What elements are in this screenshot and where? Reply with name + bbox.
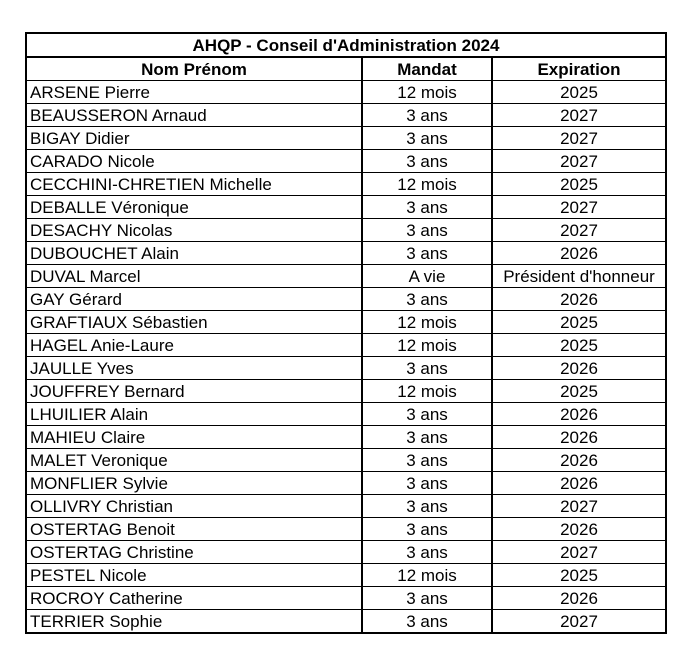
table-row xyxy=(26,334,666,357)
header-mandat: Mandat xyxy=(362,57,492,81)
mandat-cell: 3 ans xyxy=(362,426,492,449)
table-row xyxy=(26,81,666,104)
mandat-cell: 12 mois xyxy=(362,81,492,104)
expiration-cell: 2026 xyxy=(492,518,666,541)
member-name-cell: JOUFFREY Bernard xyxy=(26,380,362,403)
expiration-cell: 2027 xyxy=(492,219,666,242)
expiration-cell: 2026 xyxy=(492,288,666,311)
table-row xyxy=(26,472,666,495)
expiration-cell: 2026 xyxy=(492,242,666,265)
member-name-cell: PESTEL Nicole xyxy=(26,564,362,587)
member-name-cell: MALET Veronique xyxy=(26,449,362,472)
member-name-cell: OLLIVRY Christian xyxy=(26,495,362,518)
expiration-cell: 2026 xyxy=(492,357,666,380)
expiration-cell: 2027 xyxy=(492,104,666,127)
member-name-cell: CECCHINI-CHRETIEN Michelle xyxy=(26,173,362,196)
member-name-cell: ARSENE Pierre xyxy=(26,81,362,104)
table-body xyxy=(26,81,666,634)
table-row xyxy=(26,150,666,173)
expiration-cell: 2027 xyxy=(492,150,666,173)
member-name-cell: DUBOUCHET Alain xyxy=(26,242,362,265)
table-row xyxy=(26,104,666,127)
mandat-cell: 12 mois xyxy=(362,380,492,403)
mandat-cell: 3 ans xyxy=(362,196,492,219)
mandat-cell: 3 ans xyxy=(362,449,492,472)
member-name-cell: DESACHY Nicolas xyxy=(26,219,362,242)
member-name-cell: BIGAY Didier xyxy=(26,127,362,150)
table-row xyxy=(26,196,666,219)
expiration-cell: Président d'honneur xyxy=(492,265,666,288)
mandat-cell: 3 ans xyxy=(362,495,492,518)
member-name-cell: LHUILIER Alain xyxy=(26,403,362,426)
mandat-cell: 3 ans xyxy=(362,403,492,426)
mandat-cell: 12 mois xyxy=(362,564,492,587)
mandat-cell: 3 ans xyxy=(362,242,492,265)
mandat-cell: 3 ans xyxy=(362,541,492,564)
expiration-cell: 2025 xyxy=(492,173,666,196)
table-row xyxy=(26,587,666,610)
table-row xyxy=(26,311,666,334)
mandat-cell: 3 ans xyxy=(362,127,492,150)
expiration-cell: 2025 xyxy=(492,81,666,104)
mandat-cell: 3 ans xyxy=(362,288,492,311)
table-title: AHQP - Conseil d'Administration 2024 xyxy=(26,33,666,57)
mandat-cell: 3 ans xyxy=(362,472,492,495)
member-name-cell: GRAFTIAUX Sébastien xyxy=(26,311,362,334)
mandat-cell: 3 ans xyxy=(362,357,492,380)
expiration-cell: 2027 xyxy=(492,610,666,634)
table-row xyxy=(26,357,666,380)
mandat-cell: 3 ans xyxy=(362,104,492,127)
table-row xyxy=(26,242,666,265)
table-row xyxy=(26,403,666,426)
mandat-cell: 3 ans xyxy=(362,150,492,173)
board-members-table xyxy=(25,32,667,634)
table-row xyxy=(26,495,666,518)
table-row xyxy=(26,288,666,311)
member-name-cell: OSTERTAG Benoit xyxy=(26,518,362,541)
header-name: Nom Prénom xyxy=(26,57,362,81)
expiration-cell: 2027 xyxy=(492,495,666,518)
member-name-cell: TERRIER Sophie xyxy=(26,610,362,634)
table-row xyxy=(26,518,666,541)
table-row xyxy=(26,380,666,403)
table-row xyxy=(26,541,666,564)
table-row xyxy=(26,173,666,196)
table-row xyxy=(26,426,666,449)
member-name-cell: GAY Gérard xyxy=(26,288,362,311)
expiration-cell: 2025 xyxy=(492,334,666,357)
expiration-cell: 2025 xyxy=(492,564,666,587)
expiration-cell: 2026 xyxy=(492,587,666,610)
mandat-cell: 3 ans xyxy=(362,587,492,610)
table-row xyxy=(26,265,666,288)
expiration-cell: 2027 xyxy=(492,541,666,564)
member-name-cell: DUVAL Marcel xyxy=(26,265,362,288)
table-row xyxy=(26,610,666,634)
mandat-cell: 12 mois xyxy=(362,173,492,196)
mandat-cell: 3 ans xyxy=(362,219,492,242)
expiration-cell: 2025 xyxy=(492,311,666,334)
member-name-cell: HAGEL Anie-Laure xyxy=(26,334,362,357)
expiration-cell: 2026 xyxy=(492,472,666,495)
table-header-row xyxy=(26,57,666,81)
mandat-cell: 12 mois xyxy=(362,311,492,334)
expiration-cell: 2026 xyxy=(492,449,666,472)
table-row xyxy=(26,564,666,587)
expiration-cell: 2025 xyxy=(492,380,666,403)
table-row xyxy=(26,127,666,150)
header-expiration: Expiration xyxy=(492,57,666,81)
member-name-cell: MAHIEU Claire xyxy=(26,426,362,449)
mandat-cell: 12 mois xyxy=(362,334,492,357)
expiration-cell: 2027 xyxy=(492,127,666,150)
mandat-cell: 3 ans xyxy=(362,518,492,541)
expiration-cell: 2026 xyxy=(492,403,666,426)
mandat-cell: A vie xyxy=(362,265,492,288)
expiration-cell: 2026 xyxy=(492,426,666,449)
expiration-cell: 2027 xyxy=(492,196,666,219)
mandat-cell: 3 ans xyxy=(362,610,492,634)
member-name-cell: CARADO Nicole xyxy=(26,150,362,173)
table-row xyxy=(26,449,666,472)
table-title-row xyxy=(26,33,666,57)
table-row xyxy=(26,219,666,242)
member-name-cell: DEBALLE Véronique xyxy=(26,196,362,219)
member-name-cell: BEAUSSERON Arnaud xyxy=(26,104,362,127)
member-name-cell: ROCROY Catherine xyxy=(26,587,362,610)
member-name-cell: OSTERTAG Christine xyxy=(26,541,362,564)
member-name-cell: MONFLIER Sylvie xyxy=(26,472,362,495)
member-name-cell: JAULLE Yves xyxy=(26,357,362,380)
